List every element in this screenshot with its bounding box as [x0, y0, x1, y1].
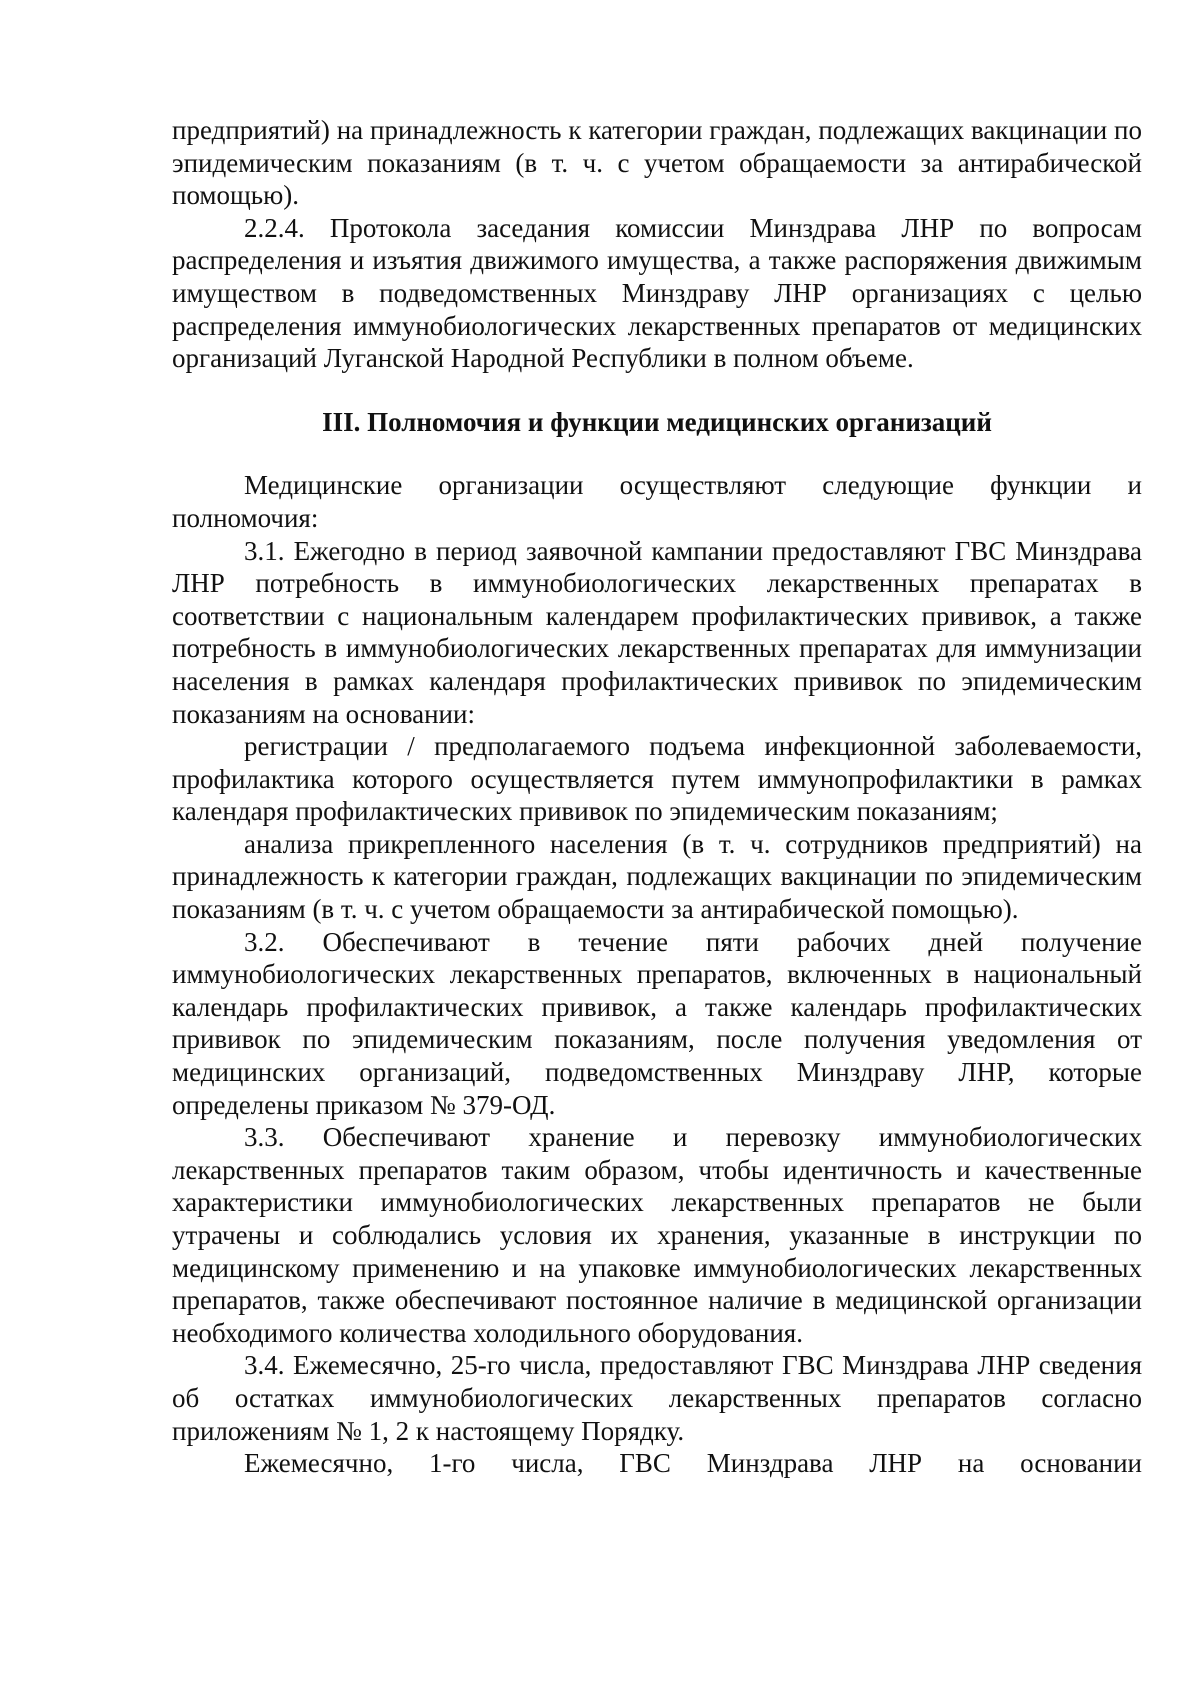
- paragraph-analysis: анализа прикрепленного населения (в т. ч. сотрудников предприятий) на принадлежность к категории граждан, подлежащих вакцинации по эпидемическим показаниям (в т. ч. с учетом обращаемости за антирабической помощью).: [172, 828, 1142, 925]
- paragraph-3-1: 3.1. Ежегодно в период заявочной кампании предоставляют ГВС Минздрава ЛНР потребность в иммунобиологических лекарственных препаратах в соответствии с национальным календарем профилактических прививок, а также потребность в иммунобиологических лекарственных препаратах для иммунизации населения в рамках календаря профилактических прививок по эпидемическим показаниям на основании:: [172, 535, 1142, 729]
- paragraph-continuation: предприятий) на принадлежность к категории граждан, подлежащих вакцинации по эпидемическим показаниям (в т. ч. с учетом обращаемости за антирабической помощью).: [172, 115, 1142, 211]
- paragraph-2-2-4: 2.2.4. Протокола заседания комиссии Минздрава ЛНР по вопросам распределения и изъятия движимого имущества, а также распоряжения движимым имуществом в подведомственных Минздраву ЛНР организациях с целью распределения иммунобиологических лекарственных препаратов от медицинских организаций Луганской Народной Республики в полном объеме.: [172, 212, 1142, 374]
- paragraph-3-3: 3.3. Обеспечивают хранение и перевозку иммунобиологических лекарственных препаратов таким образом, чтобы идентичность и качественные характеристики иммунобиологических лекарственных препаратов не были утрачены и соблюдались условия их хранения, указанные в инструкции по медицинскому применению и на упаковке иммунобиологических лекарственных препаратов, также обеспечивают постоянное наличие в медицинской организации необходимого количества холодильного оборудования.: [172, 1122, 1142, 1348]
- paragraph-3-2: 3.2. Обеспечивают в течение пяти рабочих дней получение иммунобиологических лекарственных препаратов, включенных в национальный календарь профилактических прививок, а также календарь профилактических прививок по эпидемическим показаниям, после получения уведомления от медицинских организаций, подведомственных Минздраву ЛНР, которые определены приказом № 379-ОД.: [172, 926, 1142, 1120]
- paragraph-monthly: Ежемесячно, 1-го числа, ГВС Минздрава ЛНР на основании: [244, 1448, 1142, 1479]
- paragraph-registration: регистрации / предполагаемого подъема инфекционной заболеваемости, профилактика которого осуществляется путем иммунопрофилактики в рамках календаря профилактических прививок по эпидемическим показаниям;: [172, 731, 1142, 827]
- document-body: [172, 114, 1142, 1480]
- section-heading: III. Полномочия и функции медицинских организаций: [322, 406, 992, 437]
- paragraph-3-4: 3.4. Ежемесячно, 25-го числа, предоставляют ГВС Минздрава ЛНР сведения об остатках иммунобиологических лекарственных препаратов согласно приложениям № 1, 2 к настоящему Порядку.: [172, 1350, 1142, 1446]
- paragraph-intro: Медицинские организации осуществляют следующие функции и полномочия:: [172, 470, 1142, 533]
